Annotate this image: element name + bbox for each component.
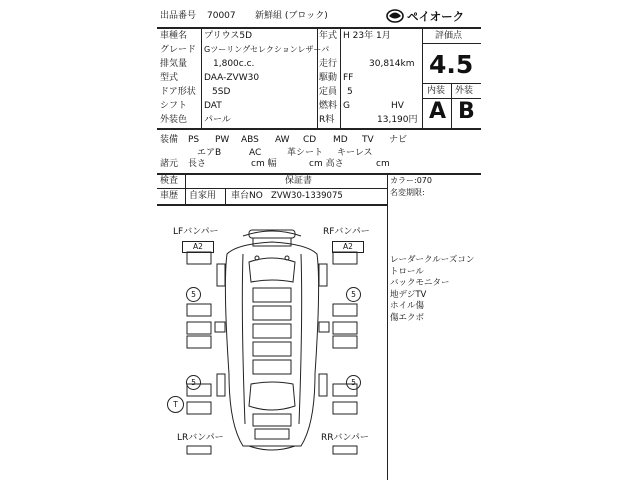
drive: FF bbox=[343, 73, 354, 83]
color-code: カラー:070 bbox=[390, 176, 432, 185]
doors-label: ドア形状 bbox=[160, 87, 196, 97]
drive-label: 駆動 bbox=[319, 73, 338, 83]
note-line: バックモニター bbox=[390, 278, 450, 288]
equip-leather: 革シート bbox=[287, 148, 324, 158]
car-diagram bbox=[157, 224, 387, 456]
note-line: ホイル傷 bbox=[390, 301, 425, 311]
dim-length: 長さ bbox=[188, 159, 207, 169]
model: DAA-ZVW30 bbox=[204, 73, 260, 83]
rf-bumper-label: RFバンパー bbox=[323, 227, 370, 237]
inspection-label: 検査 bbox=[160, 176, 179, 186]
note-line: 傷エクボ bbox=[390, 312, 425, 323]
equip-cd: CD bbox=[303, 135, 317, 145]
equip-aw: AW bbox=[275, 135, 290, 145]
logo-mark-icon bbox=[386, 8, 478, 24]
note-line: 地デジTV bbox=[390, 289, 427, 300]
equipment-label: 装備 bbox=[160, 135, 179, 145]
color-label: 外装色 bbox=[160, 115, 188, 125]
lot-number: 70007 bbox=[207, 11, 236, 21]
notes-list bbox=[390, 255, 474, 324]
grade-label: グレード bbox=[160, 45, 197, 55]
company-logo bbox=[386, 8, 478, 24]
equip-ps: PS bbox=[188, 135, 200, 145]
fuel-label: 燃料 bbox=[319, 101, 338, 111]
shift: DAT bbox=[204, 101, 222, 111]
exterior-label: 外装 bbox=[455, 86, 474, 96]
equip-abs: ABS bbox=[241, 135, 259, 145]
car-name-label: 車種名 bbox=[160, 31, 188, 41]
color: パール bbox=[204, 115, 231, 125]
damage-mark-5-rear-right: 5 bbox=[346, 375, 361, 390]
exterior-grade: B bbox=[458, 99, 475, 124]
auction-sheet bbox=[157, 0, 481, 480]
damage-mark-t: T bbox=[167, 396, 184, 413]
model-label: 型式 bbox=[160, 73, 179, 83]
car-name: プリウス5D bbox=[204, 31, 253, 41]
displacement-label: 排気量 bbox=[160, 59, 188, 69]
damage-mark-5-front-right: 5 bbox=[346, 287, 361, 302]
displacement: 1,800c.c. bbox=[213, 59, 255, 69]
fuel: G bbox=[343, 101, 350, 111]
chassis-number: ZVW30-1339075 bbox=[271, 191, 343, 201]
category-label: 新鮮組 (ブロック) bbox=[255, 11, 328, 21]
history-label: 車歴 bbox=[160, 191, 179, 201]
year: H 23年 1月 bbox=[343, 31, 391, 41]
mileage: 30,814km bbox=[369, 59, 415, 69]
logo-text: ペイオーク bbox=[407, 9, 465, 24]
fuel-type: HV bbox=[391, 101, 404, 111]
dim-width: cm 幅 bbox=[251, 159, 277, 169]
dim-height: cm 高さ bbox=[309, 159, 344, 169]
r-fee: 13,190円 bbox=[377, 115, 418, 125]
year-label: 年式 bbox=[319, 31, 338, 41]
name-change-deadline: 名変期限: bbox=[390, 188, 425, 197]
lf-bumper-label: LFバンパー bbox=[173, 227, 219, 237]
history: 自家用 bbox=[189, 191, 217, 201]
dim-unit: cm bbox=[376, 159, 390, 169]
note-line: レーダークルーズコン bbox=[390, 255, 475, 265]
capacity: 5 bbox=[347, 87, 353, 97]
score: 4.5 bbox=[429, 50, 474, 79]
score-label: 評価点 bbox=[435, 31, 463, 41]
equip-ac: AC bbox=[249, 148, 262, 158]
r-fee-label: R料 bbox=[319, 115, 335, 125]
lr-bumper-label: LRバンパー bbox=[177, 433, 224, 443]
dimensions-label: 諸元 bbox=[160, 159, 179, 169]
damage-mark-5-rear-left: 5 bbox=[186, 375, 201, 390]
equip-airbag: エアB bbox=[197, 148, 222, 158]
rf-grade-chip: A2 bbox=[332, 241, 364, 253]
damage-mark-5-front-left: 5 bbox=[186, 287, 201, 302]
chassis-label: 車台NO bbox=[231, 191, 263, 201]
note-line: トロール bbox=[390, 266, 424, 277]
rr-bumper-label: RRバンパー bbox=[321, 433, 369, 443]
capacity-label: 定員 bbox=[319, 87, 338, 97]
mileage-label: 走行 bbox=[319, 59, 338, 69]
equip-keyless: キーレス bbox=[337, 148, 373, 158]
shift-label: シフト bbox=[160, 101, 188, 111]
equip-pw: PW bbox=[215, 135, 230, 145]
lf-grade-chip: A2 bbox=[182, 241, 214, 253]
lot-label: 出品番号 bbox=[160, 11, 197, 21]
interior-label: 内装 bbox=[427, 86, 446, 96]
interior-grade: A bbox=[429, 99, 447, 124]
doors: 5SD bbox=[212, 87, 231, 97]
warranty: 保証書 bbox=[285, 176, 313, 186]
equip-tv: TV bbox=[362, 135, 374, 145]
grade: Gツーリング゙セレクションレザーパ bbox=[204, 45, 330, 54]
equip-navi: ナビ bbox=[389, 135, 408, 145]
equip-md: MD bbox=[333, 135, 348, 145]
